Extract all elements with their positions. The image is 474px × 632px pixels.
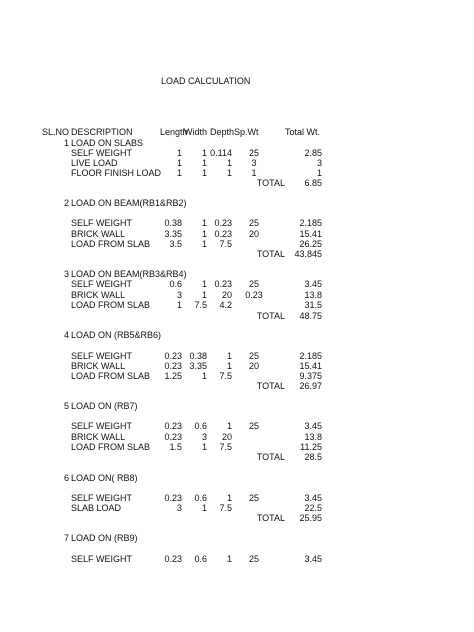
- row-length: 0.6: [169, 279, 182, 289]
- row-spwt: 25: [248, 279, 259, 289]
- row-total-weight: 3.45: [304, 554, 322, 564]
- row-depth: 7.5: [219, 239, 232, 249]
- row-description: BRICK WALL: [71, 361, 126, 371]
- header-total-wt: Total Wt.: [285, 127, 321, 137]
- section-total-value: 26.97: [299, 381, 322, 391]
- section-title: LOAD ON (RB7): [71, 401, 138, 411]
- row-description: BRICK WALL: [71, 229, 126, 239]
- row-description: LOAD FROM SLAB: [71, 371, 151, 381]
- row-depth: 4.2: [219, 300, 232, 310]
- row-total-weight: 1: [316, 168, 322, 178]
- row-width: 0.6: [194, 421, 207, 431]
- row-description: LOAD FROM SLAB: [71, 300, 151, 310]
- row-description: SELF WEIGHT: [71, 421, 133, 431]
- row-length: 3.5: [169, 239, 182, 249]
- row-depth: 20: [221, 432, 232, 442]
- total-label: TOTAL: [256, 381, 285, 391]
- row-spwt: 3: [251, 158, 257, 168]
- row-description: SELF WEIGHT: [71, 218, 133, 228]
- row-description: SELF WEIGHT: [71, 279, 133, 289]
- section-title: LOAD ON (RB9): [71, 533, 138, 543]
- row-total-weight: 13.8: [304, 432, 322, 442]
- row-total-weight: 3.45: [304, 493, 322, 503]
- row-width: 1: [201, 218, 207, 228]
- row-depth: 1: [226, 168, 232, 178]
- row-length: 1: [176, 148, 182, 158]
- row-total-weight: 3.45: [304, 279, 322, 289]
- row-length: 0.23: [164, 554, 182, 564]
- row-spwt: 25: [248, 554, 259, 564]
- row-spwt: 25: [248, 421, 259, 431]
- row-depth: 1: [226, 158, 232, 168]
- row-width: 3.35: [189, 361, 207, 371]
- section-number: 5: [63, 401, 69, 411]
- row-length: 0.23: [164, 351, 182, 361]
- total-label: TOTAL: [256, 311, 285, 321]
- section-title: LOAD ON SLABS: [71, 138, 144, 148]
- row-depth: 7.5: [219, 442, 232, 452]
- row-total-weight: 15.41: [299, 361, 322, 371]
- row-total-weight: 2.85: [304, 148, 322, 158]
- row-length: 0.23: [164, 421, 182, 431]
- page-title: LOAD CALCULATION: [161, 76, 251, 86]
- row-total-weight: 3: [316, 158, 322, 168]
- row-description: BRICK WALL: [71, 290, 126, 300]
- section-number: 7: [63, 533, 69, 543]
- total-label: TOTAL: [256, 178, 285, 188]
- row-width: 1: [201, 503, 207, 513]
- row-length: 3: [176, 290, 182, 300]
- row-description: SELF WEIGHT: [71, 554, 133, 564]
- row-width: 1: [201, 148, 207, 158]
- row-width: 1: [201, 442, 207, 452]
- row-depth: 1: [226, 421, 232, 431]
- row-width: 1: [201, 239, 207, 249]
- row-length: 0.23: [164, 361, 182, 371]
- row-length: 0.38: [164, 218, 182, 228]
- row-description: LOAD FROM SLAB: [71, 442, 151, 452]
- row-depth: 1: [226, 554, 232, 564]
- row-total-weight: 2.185: [299, 218, 322, 228]
- row-spwt: 20: [248, 229, 259, 239]
- row-width: 0.6: [194, 554, 207, 564]
- row-width: 1: [201, 371, 207, 381]
- header-spwt: Sp.Wt: [234, 127, 259, 137]
- section-number: 3: [63, 269, 69, 279]
- header-width: Width: [184, 127, 208, 137]
- row-length: 0.23: [164, 493, 182, 503]
- header-description: DESCRIPTION: [71, 127, 133, 137]
- row-total-weight: 26.25: [299, 239, 322, 249]
- row-width: 1: [201, 290, 207, 300]
- row-description: SELF WEIGHT: [71, 351, 133, 361]
- row-length: 1: [176, 168, 182, 178]
- row-length: 1: [176, 300, 182, 310]
- row-spwt: 0.23: [245, 290, 263, 300]
- row-total-weight: 11.25: [300, 442, 322, 452]
- row-width: 0.38: [189, 351, 207, 361]
- header-slno: SL.NO: [42, 127, 70, 137]
- row-length: 3.35: [164, 229, 182, 239]
- row-spwt: 25: [248, 218, 259, 228]
- row-depth: 0.23: [214, 279, 232, 289]
- total-label: TOTAL: [256, 513, 285, 523]
- row-depth: 0.114: [210, 148, 232, 158]
- row-width: 3: [201, 432, 207, 442]
- total-label: TOTAL: [256, 249, 285, 259]
- row-description: LOAD FROM SLAB: [71, 239, 151, 249]
- section-title: LOAD ON BEAM(RB1&RB2): [71, 198, 187, 208]
- row-description: BRICK WALL: [71, 432, 126, 442]
- total-label: TOTAL: [256, 452, 285, 462]
- section-total-value: 48.75: [299, 311, 322, 321]
- row-depth: 1: [226, 351, 232, 361]
- row-spwt: 1: [251, 168, 257, 178]
- row-length: 0.23: [164, 432, 182, 442]
- header-length: Length: [160, 127, 188, 137]
- row-spwt: 25: [248, 148, 259, 158]
- row-description: SELF WEIGHT: [71, 493, 133, 503]
- row-depth: 1: [226, 361, 232, 371]
- row-length: 1: [176, 158, 182, 168]
- section-number: 2: [63, 198, 69, 208]
- section-total-value: 25.95: [299, 513, 322, 523]
- row-length: 3: [176, 503, 182, 513]
- row-depth: 7.5: [219, 371, 232, 381]
- row-total-weight: 2.185: [299, 351, 322, 361]
- row-description: SELF WEIGHT: [71, 148, 133, 158]
- row-width: 0.6: [194, 493, 207, 503]
- row-description: LIVE LOAD: [71, 158, 118, 168]
- row-length: 1.5: [169, 442, 182, 452]
- section-title: LOAD ON (RB5&RB6): [71, 330, 162, 340]
- row-total-weight: 15.41: [299, 229, 322, 239]
- row-width: 1: [201, 229, 207, 239]
- row-total-weight: 9.375: [299, 371, 322, 381]
- row-description: SLAB LOAD: [71, 503, 122, 513]
- section-total-value: 6.85: [304, 178, 322, 188]
- header-depth: Depth: [210, 127, 235, 137]
- section-title: LOAD ON( RB8): [71, 473, 138, 483]
- section-number: 6: [63, 473, 69, 483]
- section-total-value: 28.5: [304, 452, 322, 462]
- row-spwt: 20: [248, 361, 259, 371]
- section-number: 4: [63, 330, 69, 340]
- row-depth: 7.5: [219, 503, 232, 513]
- row-width: 1: [201, 158, 207, 168]
- row-total-weight: 31.5: [304, 300, 322, 310]
- row-depth: 20: [221, 290, 232, 300]
- row-length: 1.25: [164, 371, 182, 381]
- row-spwt: 25: [248, 351, 259, 361]
- row-description: FLOOR FINISH LOAD: [71, 168, 162, 178]
- section-title: LOAD ON BEAM(RB3&RB4): [71, 269, 187, 279]
- section-number: 1: [63, 138, 69, 148]
- row-spwt: 25: [248, 493, 259, 503]
- row-total-weight: 3.45: [304, 421, 322, 431]
- section-total-value: 43.845: [294, 249, 322, 259]
- row-width: 1: [201, 168, 207, 178]
- row-total-weight: 13.8: [304, 290, 322, 300]
- row-depth: 1: [226, 493, 232, 503]
- row-total-weight: 22.5: [304, 503, 322, 513]
- row-width: 7.5: [194, 300, 207, 310]
- row-depth: 0.23: [214, 229, 232, 239]
- row-width: 1: [201, 279, 207, 289]
- row-depth: 0.23: [214, 218, 232, 228]
